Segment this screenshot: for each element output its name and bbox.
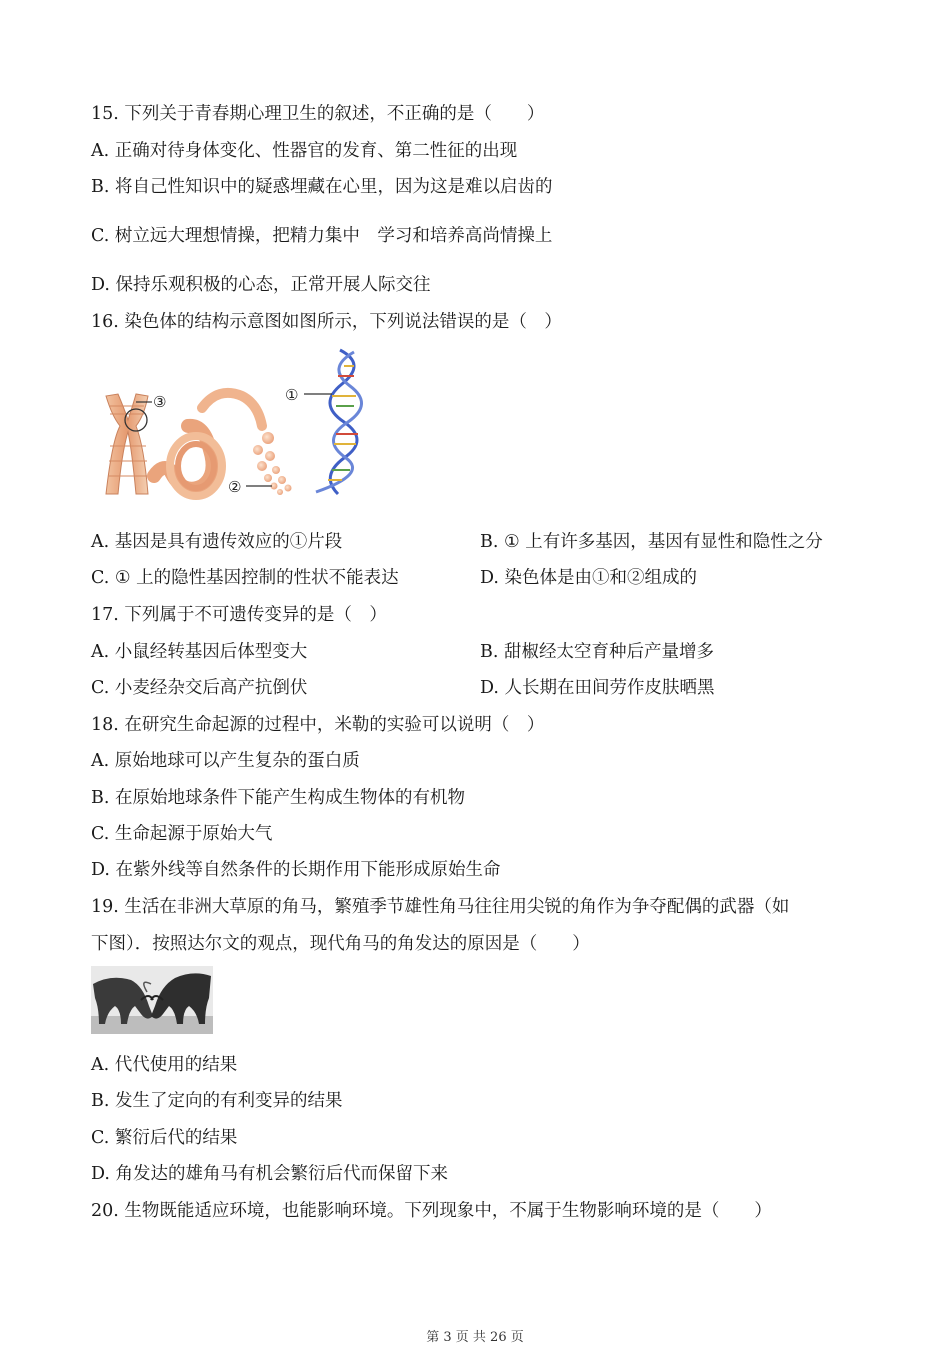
dna-double-helix [316,350,362,494]
q17-option-b: B. 甜椒经太空育种后产量增多 [480,642,714,662]
q18-option-a: A. 原始地球可以产生复杂的蛋白质 [91,751,360,771]
chromosome-structure-figure [92,346,382,506]
q19-stem-line2: 下图）．按照达尔文的观点，现代角马的角发达的原因是（ ） [91,934,590,954]
figure-labels [136,386,332,496]
q17-option-a: A. 小鼠经转基因后体型变大 [91,642,308,662]
q20-stem: 20. 生物既能适应环境，也能影响环境。下列现象中，不属于生物影响环境的是（ ） [91,1201,772,1221]
q19-option-b: B. 发生了定向的有利变异的结果 [91,1091,343,1111]
q15-stem: 15. 下列关于青春期心理卫生的叙述，不正确的是（ ） [91,104,545,124]
q18-option-b: B. 在原始地球条件下能产生构成生物体的有机物 [91,788,465,808]
q15-option-d: D. 保持乐观积极的心态，正常开展人际交往 [91,275,431,295]
q16-option-c: C. ① 上的隐性基因控制的性状不能表达 [91,568,399,588]
q16-option-d: D. 染色体是由①和②组成的 [480,568,698,588]
label-1: ① [285,386,299,404]
q19-option-c: C. 繁衍后代的结果 [91,1128,238,1148]
q16-option-a: A. 基因是具有遗传效应的①片段 [91,532,343,552]
q15-option-a: A. 正确对待身体变化、性器官的发育、第二性征的出现 [91,141,518,161]
q19-option-a: A. 代代使用的结果 [91,1055,238,1075]
q18-stem: 18. 在研究生命起源的过程中，米勒的实验可以说明（ ） [91,715,545,735]
q17-option-d: D. 人长期在田间劳作皮肤晒黑 [480,678,715,698]
q15-option-b: B. 将自己性知识中的疑惑埋藏在心里，因为这是难以启齿的 [91,177,553,197]
chromosome-shape [106,394,148,494]
q19-option-d: D. 角发达的雄角马有机会繁衍后代而保留下来 [91,1164,449,1184]
q16-option-b: B. ① 上有许多基因，基因有显性和隐性之分 [480,532,823,552]
q18-option-d: D. 在紫外线等自然条件的长期作用下能形成原始生命 [91,860,501,880]
label-2: ② [228,478,242,496]
q17-stem: 17. 下列属于不可遗传变异的是（ ） [91,605,387,625]
q15-option-c: C. 树立远大理想情操，把精力集中 学习和培养高尚情操上 [91,226,553,246]
q19-stem-line1: 19. 生活在非洲大草原的角马，繁殖季节雄性角马往往用尖锐的角作为争夺配偶的武器（如 [91,897,790,917]
coiled-chromatin [154,393,262,496]
page-footer: 第 3 页 共 26 页 [426,1330,524,1345]
label-3: ③ [153,393,167,411]
q18-option-c: C. 生命起源于原始大气 [91,824,273,844]
wildebeest-fighting-photo [91,966,213,1034]
q17-option-c: C. 小麦经杂交后高产抗倒伏 [91,678,308,698]
q16-stem: 16. 染色体的结构示意图如图所示，下列说法错误的是（ ） [91,312,562,332]
